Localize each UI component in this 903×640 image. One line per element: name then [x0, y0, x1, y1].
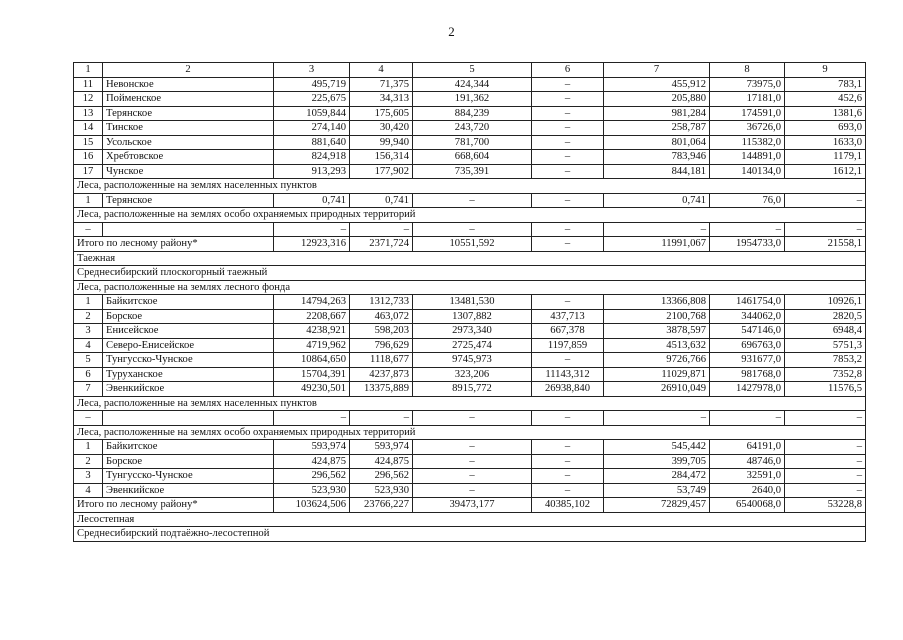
table-cell: – [710, 411, 785, 426]
table-cell: – [532, 92, 604, 107]
table-cell: 424,875 [350, 454, 413, 469]
table-cell: 0,741 [350, 193, 413, 208]
table-cell: 15704,391 [274, 367, 350, 382]
table-cell: 36726,0 [710, 121, 785, 136]
table-cell: 49230,501 [274, 382, 350, 397]
table-cell: 73975,0 [710, 77, 785, 92]
table-cell: 17181,0 [710, 92, 785, 107]
table-row [74, 106, 866, 121]
table-row [74, 150, 866, 165]
section-row [74, 208, 866, 223]
section-label: Леса, расположенные на землях лесного фонда [74, 280, 866, 295]
table-cell: 781,700 [413, 135, 532, 150]
table-cell: 801,064 [604, 135, 710, 150]
row-number: – [74, 411, 103, 426]
table-cell: 2208,667 [274, 309, 350, 324]
row-number: 16 [74, 150, 103, 165]
table-cell: 26910,049 [604, 382, 710, 397]
table-cell: 547146,0 [710, 324, 785, 339]
table-cell: – [350, 222, 413, 237]
row-number: 17 [74, 164, 103, 179]
table-cell: 1197,859 [532, 338, 604, 353]
table-cell: 11029,871 [604, 367, 710, 382]
table-cell: – [532, 106, 604, 121]
section-label: Леса, расположенные на землях особо охраняемых природных территорий [74, 208, 866, 223]
table-cell: 1954733,0 [710, 237, 785, 252]
table-cell: 4237,873 [350, 367, 413, 382]
section-row [74, 266, 866, 281]
table-cell: 39473,177 [413, 498, 532, 513]
table-cell: 115382,0 [710, 135, 785, 150]
table-cell: 693,0 [785, 121, 866, 136]
table-cell: – [532, 77, 604, 92]
table-row [74, 483, 866, 498]
total-row [74, 237, 866, 252]
table-cell: – [413, 440, 532, 455]
table-cell: 71,375 [350, 77, 413, 92]
page-number: 2 [448, 24, 455, 39]
section-label: Среднесибирский плоскогорный таежный [74, 266, 866, 281]
table-cell: – [532, 237, 604, 252]
section-row [74, 251, 866, 266]
table-cell: 455,912 [604, 77, 710, 92]
table-header-row [74, 63, 866, 78]
table-cell: 258,787 [604, 121, 710, 136]
table-cell: – [785, 222, 866, 237]
table-cell: 32591,0 [710, 469, 785, 484]
table-cell: – [785, 411, 866, 426]
table-cell: – [532, 483, 604, 498]
table-cell: 11143,312 [532, 367, 604, 382]
table-cell: – [413, 483, 532, 498]
table-cell: 175,605 [350, 106, 413, 121]
table-row [74, 440, 866, 455]
section-row [74, 512, 866, 527]
table-cell: 2640,0 [710, 483, 785, 498]
table-cell: 844,181 [604, 164, 710, 179]
column-header: 4 [350, 63, 413, 78]
table-cell: – [532, 150, 604, 165]
table-cell: – [350, 411, 413, 426]
table-cell: 103624,506 [274, 498, 350, 513]
section-label: Среднесибирский подтаёжно-лесостепной [74, 527, 866, 542]
table-cell: 156,314 [350, 150, 413, 165]
row-number: 3 [74, 469, 103, 484]
table-cell: 881,640 [274, 135, 350, 150]
table-cell: 981,284 [604, 106, 710, 121]
table-cell: 2725,474 [413, 338, 532, 353]
row-number: 14 [74, 121, 103, 136]
table-row [74, 164, 866, 179]
table-cell: 13366,808 [604, 295, 710, 310]
table-cell: 0,741 [604, 193, 710, 208]
table-cell: 5751,3 [785, 338, 866, 353]
table-cell: 2371,724 [350, 237, 413, 252]
row-number: 1 [74, 295, 103, 310]
table-cell: 523,930 [274, 483, 350, 498]
table-cell: – [274, 222, 350, 237]
total-row [74, 498, 866, 513]
table-cell: 495,719 [274, 77, 350, 92]
forest-data-table [73, 62, 866, 542]
table-cell: – [413, 454, 532, 469]
table-cell: 598,203 [350, 324, 413, 339]
table-row [74, 121, 866, 136]
table-cell: 463,072 [350, 309, 413, 324]
table-cell: 593,974 [274, 440, 350, 455]
table-row [74, 222, 866, 237]
table-cell: 1381,6 [785, 106, 866, 121]
table-cell: 48746,0 [710, 454, 785, 469]
table-cell: – [710, 222, 785, 237]
table-cell: 344062,0 [710, 309, 785, 324]
column-header: 5 [413, 63, 532, 78]
table-cell: 7853,2 [785, 353, 866, 368]
table-row [74, 382, 866, 397]
table-row [74, 324, 866, 339]
section-label: Лесостепная [74, 512, 866, 527]
table-cell: 1118,677 [350, 353, 413, 368]
total-label: Итого по лесному району* [74, 237, 274, 252]
district-name: Борское [103, 309, 274, 324]
table-cell: 225,675 [274, 92, 350, 107]
table-cell: 0,741 [274, 193, 350, 208]
table-cell: 437,713 [532, 309, 604, 324]
row-number: 4 [74, 483, 103, 498]
table-cell: 26938,840 [532, 382, 604, 397]
district-name: Северо-Енисейское [103, 338, 274, 353]
table-cell: 1179,1 [785, 150, 866, 165]
table-row [74, 135, 866, 150]
district-name: Эвенкийское [103, 483, 274, 498]
table-cell: 783,1 [785, 77, 866, 92]
table-cell: 174591,0 [710, 106, 785, 121]
column-header: 8 [710, 63, 785, 78]
table-cell: 99,940 [350, 135, 413, 150]
table-row [74, 77, 866, 92]
table-cell: 243,720 [413, 121, 532, 136]
table-cell: 2820,5 [785, 309, 866, 324]
table-cell: 274,140 [274, 121, 350, 136]
column-header: 3 [274, 63, 350, 78]
row-number: 2 [74, 309, 103, 324]
table-cell: 21558,1 [785, 237, 866, 252]
row-number: 12 [74, 92, 103, 107]
table-cell: – [532, 135, 604, 150]
table-cell: 30,420 [350, 121, 413, 136]
table-cell: 4238,921 [274, 324, 350, 339]
table-cell: 884,239 [413, 106, 532, 121]
table-row [74, 353, 866, 368]
table-cell: 545,442 [604, 440, 710, 455]
table-cell: 13375,889 [350, 382, 413, 397]
column-header: 2 [103, 63, 274, 78]
section-row [74, 425, 866, 440]
row-number: 1 [74, 440, 103, 455]
table-cell: 1307,882 [413, 309, 532, 324]
section-row [74, 527, 866, 542]
table-cell: 1612,1 [785, 164, 866, 179]
table-cell: – [532, 193, 604, 208]
table-cell: 593,974 [350, 440, 413, 455]
table-cell: 10551,592 [413, 237, 532, 252]
column-header: 1 [74, 63, 103, 78]
table-cell: 14794,263 [274, 295, 350, 310]
table-cell: – [532, 454, 604, 469]
table-cell: 11991,067 [604, 237, 710, 252]
table-cell: 3878,597 [604, 324, 710, 339]
section-label: Леса, расположенные на землях населенных пунктов [74, 179, 866, 194]
table-cell: 4513,632 [604, 338, 710, 353]
table-cell: – [532, 411, 604, 426]
table-cell: 523,930 [350, 483, 413, 498]
section-row [74, 179, 866, 194]
table-cell: – [413, 193, 532, 208]
table-cell: 667,378 [532, 324, 604, 339]
table-cell: 6540068,0 [710, 498, 785, 513]
table-cell: 931677,0 [710, 353, 785, 368]
table-cell: 9745,973 [413, 353, 532, 368]
table-cell: 10864,650 [274, 353, 350, 368]
table-row [74, 92, 866, 107]
table-cell: 177,902 [350, 164, 413, 179]
row-number: 1 [74, 193, 103, 208]
table-cell: 23766,227 [350, 498, 413, 513]
table-cell: 11576,5 [785, 382, 866, 397]
row-number: 3 [74, 324, 103, 339]
table-cell: 4719,962 [274, 338, 350, 353]
table-cell: – [785, 469, 866, 484]
table-cell: 1633,0 [785, 135, 866, 150]
table-cell: 981768,0 [710, 367, 785, 382]
section-row [74, 280, 866, 295]
total-label: Итого по лесному району* [74, 498, 274, 513]
table-cell: – [785, 483, 866, 498]
table-cell: 323,206 [413, 367, 532, 382]
table-row [74, 454, 866, 469]
district-name: Терянское [103, 193, 274, 208]
table-cell: – [532, 295, 604, 310]
table-cell: 1461754,0 [710, 295, 785, 310]
district-name: Енисейское [103, 324, 274, 339]
district-name: Борское [103, 454, 274, 469]
table-cell: 735,391 [413, 164, 532, 179]
table-cell: 144891,0 [710, 150, 785, 165]
table-cell: – [532, 222, 604, 237]
table-cell: 824,918 [274, 150, 350, 165]
row-number: 2 [74, 454, 103, 469]
table-cell: 284,472 [604, 469, 710, 484]
table-cell: – [413, 222, 532, 237]
table-cell: 796,629 [350, 338, 413, 353]
table-cell: 10926,1 [785, 295, 866, 310]
column-header: 6 [532, 63, 604, 78]
table-cell: 424,344 [413, 77, 532, 92]
table-cell: 140134,0 [710, 164, 785, 179]
table-cell: – [785, 440, 866, 455]
district-name: Эвенкийское [103, 382, 274, 397]
table-row [74, 367, 866, 382]
table-cell: 424,875 [274, 454, 350, 469]
table-cell: 7352,8 [785, 367, 866, 382]
table-row [74, 193, 866, 208]
table-cell: 8915,772 [413, 382, 532, 397]
district-name [103, 222, 274, 237]
table-cell: 12923,316 [274, 237, 350, 252]
district-name: Хребтовское [103, 150, 274, 165]
table-cell: 6948,4 [785, 324, 866, 339]
table-row [74, 309, 866, 324]
table-cell: 53228,8 [785, 498, 866, 513]
table-cell: 76,0 [710, 193, 785, 208]
table-row [74, 411, 866, 426]
table-cell: 452,6 [785, 92, 866, 107]
table-cell: 1059,844 [274, 106, 350, 121]
row-number: 11 [74, 77, 103, 92]
district-name: Тинское [103, 121, 274, 136]
table-cell: 2100,768 [604, 309, 710, 324]
district-name: Тунгусско-Чунское [103, 353, 274, 368]
table-cell: 399,705 [604, 454, 710, 469]
column-header: 9 [785, 63, 866, 78]
district-name [103, 411, 274, 426]
table-cell: 668,604 [413, 150, 532, 165]
section-label: Леса, расположенные на землях населенных пунктов [74, 396, 866, 411]
table-cell: 72829,457 [604, 498, 710, 513]
column-header: 7 [604, 63, 710, 78]
table-cell: – [532, 353, 604, 368]
table-cell: – [532, 440, 604, 455]
district-name: Терянское [103, 106, 274, 121]
row-number: – [74, 222, 103, 237]
table-cell: 2973,340 [413, 324, 532, 339]
table-cell: – [413, 411, 532, 426]
row-number: 4 [74, 338, 103, 353]
table-cell: 34,313 [350, 92, 413, 107]
table-cell: 205,880 [604, 92, 710, 107]
section-label: Таежная [74, 251, 866, 266]
table-cell: 9726,766 [604, 353, 710, 368]
table-cell: – [532, 164, 604, 179]
row-number: 6 [74, 367, 103, 382]
district-name: Невонское [103, 77, 274, 92]
table-cell: 53,749 [604, 483, 710, 498]
district-name: Чунское [103, 164, 274, 179]
table-cell: 13481,530 [413, 295, 532, 310]
table-cell: – [532, 469, 604, 484]
section-label: Леса, расположенные на землях особо охраняемых природных территорий [74, 425, 866, 440]
table-row [74, 295, 866, 310]
table-cell: 40385,102 [532, 498, 604, 513]
table-cell: – [785, 193, 866, 208]
table-cell: 296,562 [350, 469, 413, 484]
table-cell: – [785, 454, 866, 469]
row-number: 13 [74, 106, 103, 121]
table-cell: 191,362 [413, 92, 532, 107]
row-number: 5 [74, 353, 103, 368]
table-cell: – [604, 222, 710, 237]
district-name: Усольское [103, 135, 274, 150]
district-name: Байкитское [103, 295, 274, 310]
table-cell: – [413, 469, 532, 484]
table-cell: 696763,0 [710, 338, 785, 353]
table-cell: – [604, 411, 710, 426]
district-name: Пойменское [103, 92, 274, 107]
table-cell: 783,946 [604, 150, 710, 165]
district-name: Туруханское [103, 367, 274, 382]
table-row [74, 469, 866, 484]
table-cell: 64191,0 [710, 440, 785, 455]
table-cell: 913,293 [274, 164, 350, 179]
table-cell: 1312,733 [350, 295, 413, 310]
table-row [74, 338, 866, 353]
table-cell: 1427978,0 [710, 382, 785, 397]
section-row [74, 396, 866, 411]
district-name: Тунгусско-Чунское [103, 469, 274, 484]
table-cell: – [532, 121, 604, 136]
table-cell: 296,562 [274, 469, 350, 484]
table-cell: – [274, 411, 350, 426]
row-number: 15 [74, 135, 103, 150]
row-number: 7 [74, 382, 103, 397]
district-name: Байкитское [103, 440, 274, 455]
